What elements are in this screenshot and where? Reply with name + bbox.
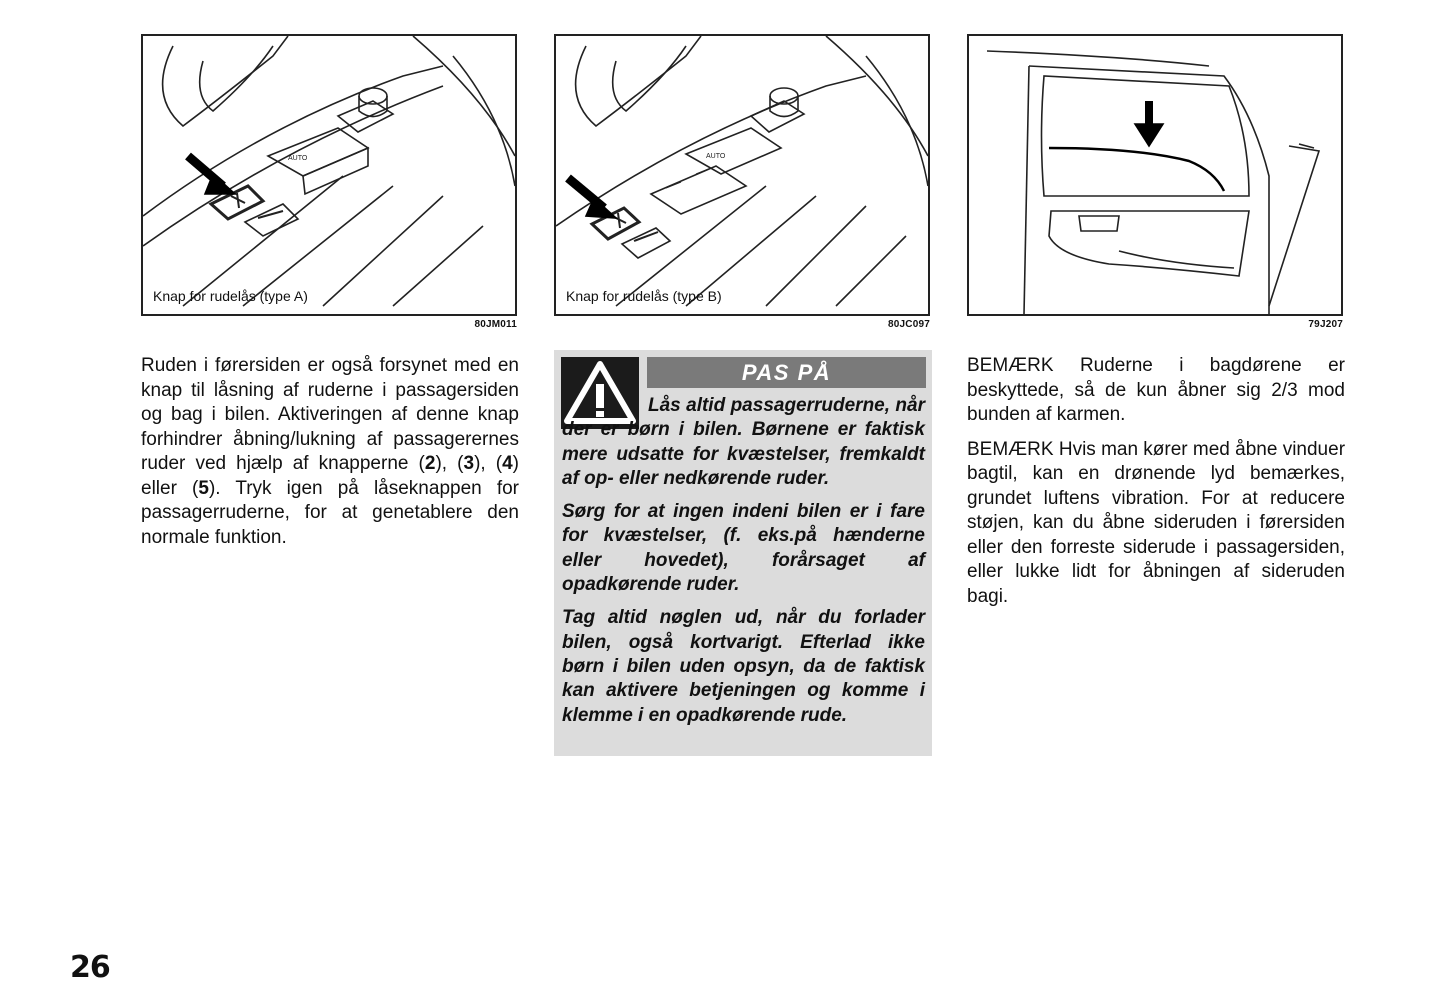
figure-caption: Knap for rudelås (type A) bbox=[153, 288, 308, 304]
figure-window-lock-type-b bbox=[554, 34, 930, 316]
text-run: ) eller ( bbox=[141, 453, 519, 499]
button-number: 5 bbox=[198, 477, 209, 499]
button-number: 2 bbox=[424, 453, 436, 474]
figure-code: 80JM011 bbox=[474, 319, 517, 330]
door-switch-illustration-a bbox=[143, 36, 515, 314]
text-run: ). Tryk igen på låseknappen for passagerruderne, for at genetablere den normale funktion. bbox=[141, 477, 519, 548]
auto-label: AUTO bbox=[288, 155, 308, 162]
warning-title: PAS PÅ bbox=[647, 357, 926, 388]
warning-box bbox=[554, 350, 932, 756]
text-run: Ruden i førersiden er også forsynet med en knap til låsning af ruderne i passagersiden og bag i bilen. Aktiveringen af denne knap forhindrer åbning/lukning af passagerernes ruder ved hjælp af knapperne ( bbox=[141, 355, 519, 474]
figure-code: 80JC097 bbox=[888, 319, 930, 330]
figure-window-lock-type-a bbox=[141, 34, 517, 316]
rear-door-illustration bbox=[969, 36, 1341, 314]
figure-caption: Knap for rudelås (type B) bbox=[566, 288, 722, 304]
button-number: 3 bbox=[463, 453, 475, 474]
text-run: ), ( bbox=[474, 453, 503, 474]
note-paragraph: BEMÆRK Hvis man kører med åbne vinduer bagtil, kan en drønende lyd bemærkes, grundet luftens vibration. For at reducere støjen, kan du åbne sideruden i førersiden eller den forreste siderude i passagersiden, eller lukke lidt for åbningen af sideruden bagi. bbox=[967, 438, 1346, 607]
button-number: 4 bbox=[502, 453, 513, 474]
notes-column bbox=[967, 354, 1345, 619]
warning-paragraph: Lås altid passagerruderne, når der er børn i bilen. Børnene er faktisk mere udsatte for kvæstelser, fremkaldt af op- eller nedkørende ruder. bbox=[562, 395, 925, 489]
window-lock-description bbox=[141, 354, 519, 560]
note-paragraph: BEMÆRK Ruderne i bagdørene er beskyttede, så de kun åbner sig 2/3 mod bunden af karmen. bbox=[967, 355, 1345, 425]
warning-body bbox=[562, 394, 925, 737]
warning-paragraph: Tag altid nøglen ud, når du forlader bilen, også kortvarigt. Efterlad ikke børn i bilen uden opsyn, da de faktisk kan aktivere betjeningen og komme i klemme i en opadkørende rude. bbox=[562, 607, 925, 726]
page-number: 26 bbox=[70, 950, 110, 985]
door-switch-illustration-b bbox=[556, 36, 928, 314]
auto-label: AUTO bbox=[706, 153, 726, 160]
text-run: ), ( bbox=[435, 453, 464, 474]
figure-rear-door-window bbox=[967, 34, 1343, 316]
body-paragraph bbox=[141, 354, 519, 550]
figure-code: 79J207 bbox=[1308, 319, 1343, 330]
warning-paragraph: Sørg for at ingen indeni bilen er i fare for kvæstelser, (f. eks.på hænderne eller hovedet), forårsaget af opadkørende ruder. bbox=[562, 501, 925, 596]
